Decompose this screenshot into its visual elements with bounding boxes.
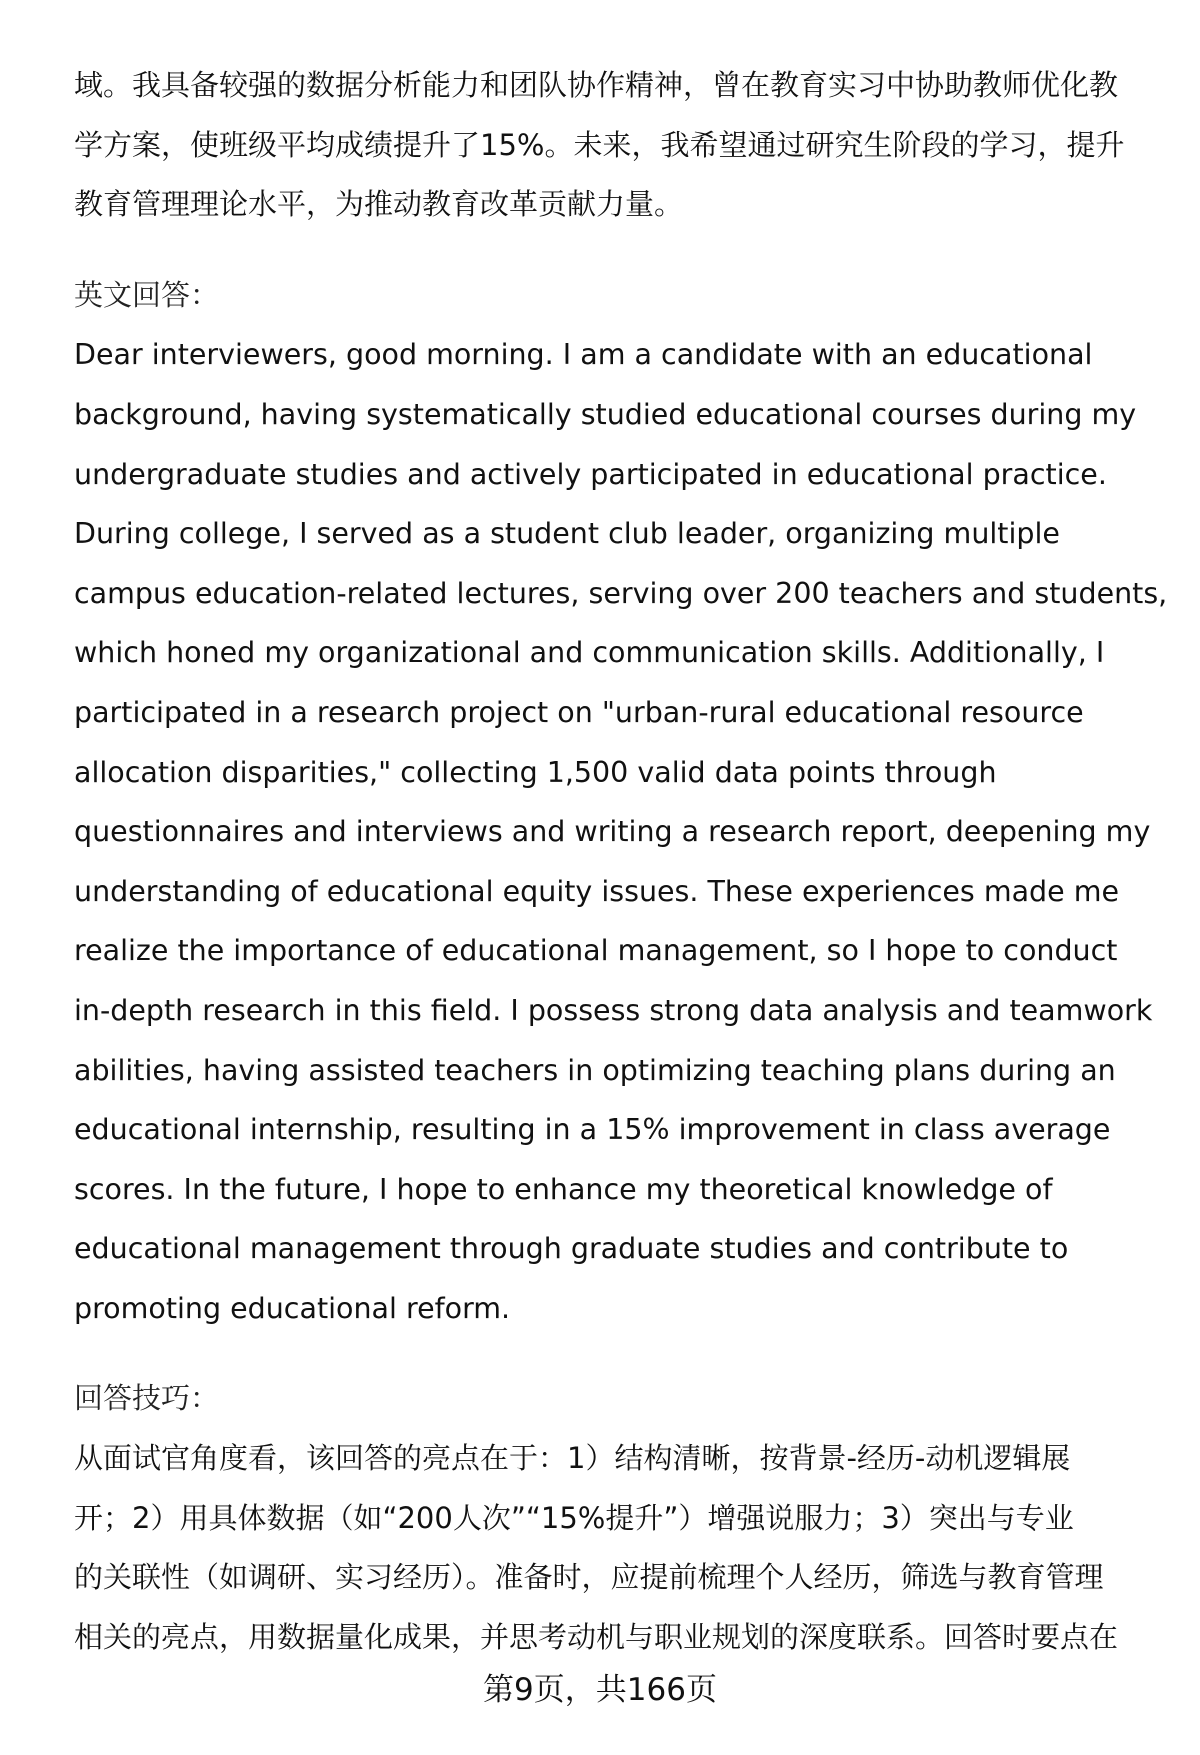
text-line: 学方案，使班级平均成绩提升了15%。未来，我希望通过研究生阶段的学习，提升 (74, 127, 1125, 162)
text-line: abilities, having assisted teachers in optimizing teaching plans during an (74, 1053, 1116, 1087)
text-line: During college, I served as a student club leader, organizing multiple (74, 517, 1060, 551)
text-line: 从面试官角度看，该回答的亮点在于：1）结构清晰，按背景-经历-动机逻辑展 (74, 1441, 1071, 1476)
english-answer-paragraph (74, 325, 1168, 1338)
text-line: understanding of educational equity issues. These experiences made me (74, 874, 1120, 908)
text-line: participated in a research project on "urban-rural educational resource (74, 695, 1084, 729)
text-line: educational internship, resulting in a 15% improvement in class average (74, 1113, 1111, 1147)
text-line: educational management through graduate studies and contribute to (74, 1232, 1069, 1266)
paragraph-top (74, 56, 1154, 235)
text-line: 域。我具备较强的数据分析能力和团队协作精神，曾在教育实习中协助教师优化教 (74, 68, 1119, 102)
text-line: realize the importance of educational management, so I hope to conduct (74, 934, 1118, 968)
answer-tips-heading: 回答技巧： (74, 1381, 220, 1416)
document-page (74, 56, 1168, 1667)
text-line: promoting educational reform. (74, 1291, 511, 1325)
text-line: 的关联性（如调研、实习经历）。准备时，应提前梳理个人经历，筛选与教育管理 (74, 1560, 1104, 1595)
text-line: Dear interviewers, good morning. I am a candidate with an educational (74, 338, 1093, 372)
text-line: scores. In the future, I hope to enhance my theoretical knowledge of (74, 1172, 1053, 1206)
text-line: questionnaires and interviews and writing a research report, deepening my (74, 815, 1151, 849)
answer-tips-paragraph (74, 1429, 1154, 1667)
text-line: which honed my organizational and communication skills. Additionally, I (74, 636, 1105, 670)
text-line: 相关的亮点，用数据量化成果，并思考动机与职业规划的深度联系。回答时要点在 (74, 1619, 1119, 1654)
text-line: allocation disparities," collecting 1,500 valid data points through (74, 755, 997, 789)
text-line: in-depth research in this field. I possess strong data analysis and teamwork (74, 993, 1153, 1027)
english-answer-heading: 英文回答： (74, 277, 220, 312)
text-line: 教育管理理论水平，为推动教育改革贡献力量。 (74, 187, 684, 222)
page-number-footer: 第9页，共166页 (483, 1672, 717, 1708)
text-line: 开；2）用具体数据（如“200人次”“15%提升”）增强说服力；3）突出与专业 (74, 1500, 1074, 1535)
text-line: campus education-related lectures, serving over 200 teachers and students, (74, 576, 1168, 610)
text-line: undergraduate studies and actively participated in educational practice. (74, 457, 1107, 491)
text-line: background, having systematically studied educational courses during my (74, 397, 1137, 431)
